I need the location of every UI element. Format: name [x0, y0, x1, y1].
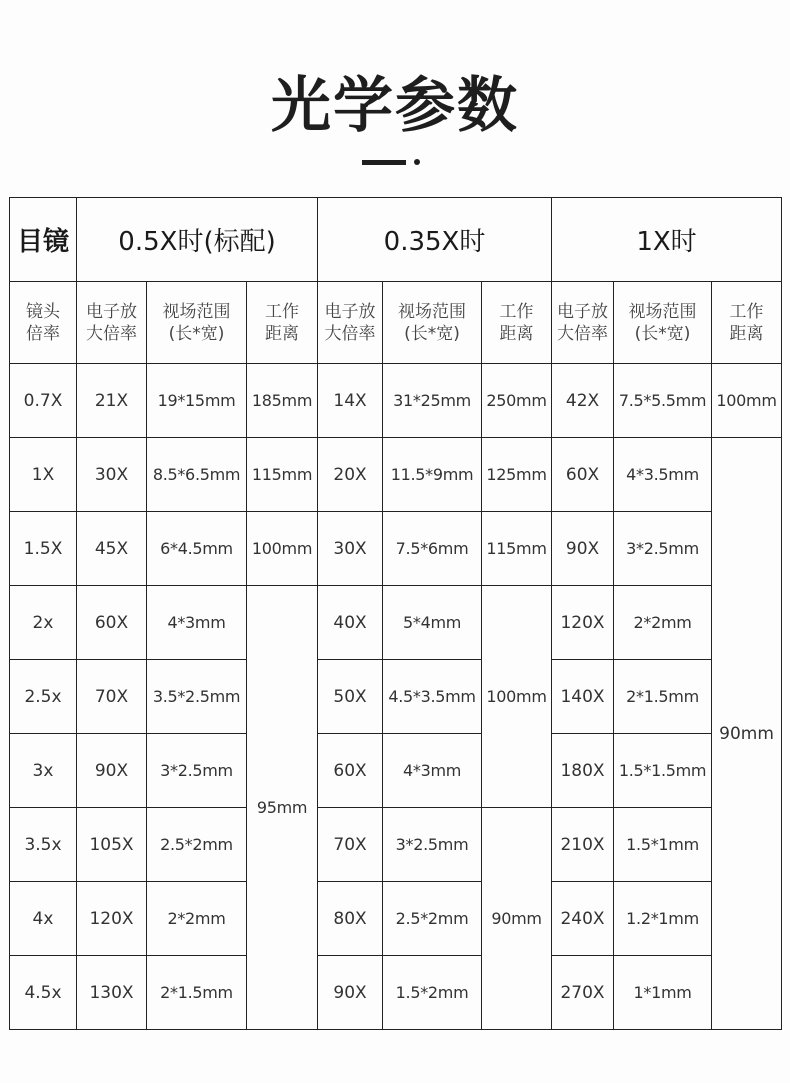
wd-cell: 125mm: [482, 438, 552, 512]
fov-cell: 2*1.5mm: [614, 660, 712, 734]
fov-cell: 5*4mm: [383, 586, 482, 660]
fov-cell: 1.5*1mm: [614, 808, 712, 882]
wd-cell: 115mm: [482, 512, 552, 586]
mag-cell: 42X: [552, 364, 614, 438]
wd-header: 工作 距离: [712, 282, 782, 364]
lens-cell: 1X: [10, 438, 77, 512]
fov-cell: 3*2.5mm: [147, 734, 247, 808]
fov-cell: 7.5*5.5mm: [614, 364, 712, 438]
table-row: [10, 586, 782, 660]
mag-cell: 120X: [552, 586, 614, 660]
group-1x: 1X时: [552, 198, 782, 282]
mag-cell: 210X: [552, 808, 614, 882]
sub-header-row: [10, 282, 782, 364]
group-0.5x: 0.5X时(标配): [77, 198, 318, 282]
fov-cell: 4.5*3.5mm: [383, 660, 482, 734]
table-row: [10, 512, 782, 586]
mag-cell: 240X: [552, 882, 614, 956]
mag-cell: 14X: [318, 364, 383, 438]
mag-cell: 90X: [318, 956, 383, 1030]
table-row: [10, 364, 782, 438]
fov-cell: 1.2*1mm: [614, 882, 712, 956]
lens-cell: 0.7X: [10, 364, 77, 438]
fov-cell: 3*2.5mm: [614, 512, 712, 586]
table-row: [10, 882, 782, 956]
lens-cell: 4x: [10, 882, 77, 956]
fov-cell: 2.5*2mm: [383, 882, 482, 956]
fov-cell: 31*25mm: [383, 364, 482, 438]
fov-cell: 3*2.5mm: [383, 808, 482, 882]
group-header-row: [10, 198, 782, 282]
wd-cell: 185mm: [247, 364, 318, 438]
lens-cell: 1.5X: [10, 512, 77, 586]
mag-cell: 120X: [77, 882, 147, 956]
mag-cell: 30X: [318, 512, 383, 586]
page-title: 光学参数: [271, 71, 519, 141]
fov-cell: 1.5*2mm: [383, 956, 482, 1030]
wd-cell: 100mm: [247, 512, 318, 586]
mag-header: 电子放 大倍率: [552, 282, 614, 364]
mag-cell: 21X: [77, 364, 147, 438]
group-0.35x: 0.35X时: [318, 198, 552, 282]
mag-cell: 80X: [318, 882, 383, 956]
mag-cell: 45X: [77, 512, 147, 586]
fov-cell: 1*1mm: [614, 956, 712, 1030]
fov-cell: 1.5*1.5mm: [614, 734, 712, 808]
wd-header: 工作 距离: [482, 282, 552, 364]
wd-cell: 90mm: [712, 438, 782, 1030]
mag-cell: 180X: [552, 734, 614, 808]
fov-cell: 2.5*2mm: [147, 808, 247, 882]
table-row: [10, 808, 782, 882]
fov-cell: 19*15mm: [147, 364, 247, 438]
mag-cell: 70X: [77, 660, 147, 734]
wd-cell: 250mm: [482, 364, 552, 438]
mag-cell: 20X: [318, 438, 383, 512]
table-row: [10, 734, 782, 808]
mag-header: 电子放 大倍率: [318, 282, 383, 364]
wd-cell: 95mm: [247, 586, 318, 1030]
title-underline: [362, 160, 406, 165]
mag-cell: 90X: [552, 512, 614, 586]
lens-cell: 4.5x: [10, 956, 77, 1030]
mag-cell: 130X: [77, 956, 147, 1030]
table-row: [10, 956, 782, 1030]
mag-cell: 90X: [77, 734, 147, 808]
lens-cell: 3x: [10, 734, 77, 808]
lens-cell: 2.5x: [10, 660, 77, 734]
fov-header: 视场范围 (长*宽): [147, 282, 247, 364]
optical-params-table: [9, 197, 782, 1030]
wd-cell: 100mm: [482, 586, 552, 808]
table-row: [10, 438, 782, 512]
wd-cell: 100mm: [712, 364, 782, 438]
fov-cell: 4*3.5mm: [614, 438, 712, 512]
fov-cell: 6*4.5mm: [147, 512, 247, 586]
wd-header: 工作 距离: [247, 282, 318, 364]
mag-cell: 60X: [77, 586, 147, 660]
fov-header: 视场范围 (长*宽): [383, 282, 482, 364]
table-row: [10, 660, 782, 734]
mag-cell: 60X: [552, 438, 614, 512]
mag-cell: 140X: [552, 660, 614, 734]
wd-cell: 115mm: [247, 438, 318, 512]
mag-cell: 270X: [552, 956, 614, 1030]
wd-cell: 90mm: [482, 808, 552, 1030]
mag-cell: 30X: [77, 438, 147, 512]
fov-cell: 4*3mm: [383, 734, 482, 808]
mag-cell: 60X: [318, 734, 383, 808]
fov-header: 视场范围 (长*宽): [614, 282, 712, 364]
eyepiece-label: 目镜: [10, 198, 77, 282]
fov-cell: 2*1.5mm: [147, 956, 247, 1030]
mag-cell: 70X: [318, 808, 383, 882]
fov-cell: 2*2mm: [147, 882, 247, 956]
mag-cell: 105X: [77, 808, 147, 882]
lens-header: 镜头 倍率: [10, 282, 77, 364]
fov-cell: 7.5*6mm: [383, 512, 482, 586]
fov-cell: 2*2mm: [614, 586, 712, 660]
fov-cell: 8.5*6.5mm: [147, 438, 247, 512]
title-dot: [414, 159, 420, 165]
lens-cell: 3.5x: [10, 808, 77, 882]
mag-cell: 40X: [318, 586, 383, 660]
fov-cell: 3.5*2.5mm: [147, 660, 247, 734]
lens-cell: 2x: [10, 586, 77, 660]
mag-header: 电子放 大倍率: [77, 282, 147, 364]
fov-cell: 11.5*9mm: [383, 438, 482, 512]
mag-cell: 50X: [318, 660, 383, 734]
fov-cell: 4*3mm: [147, 586, 247, 660]
